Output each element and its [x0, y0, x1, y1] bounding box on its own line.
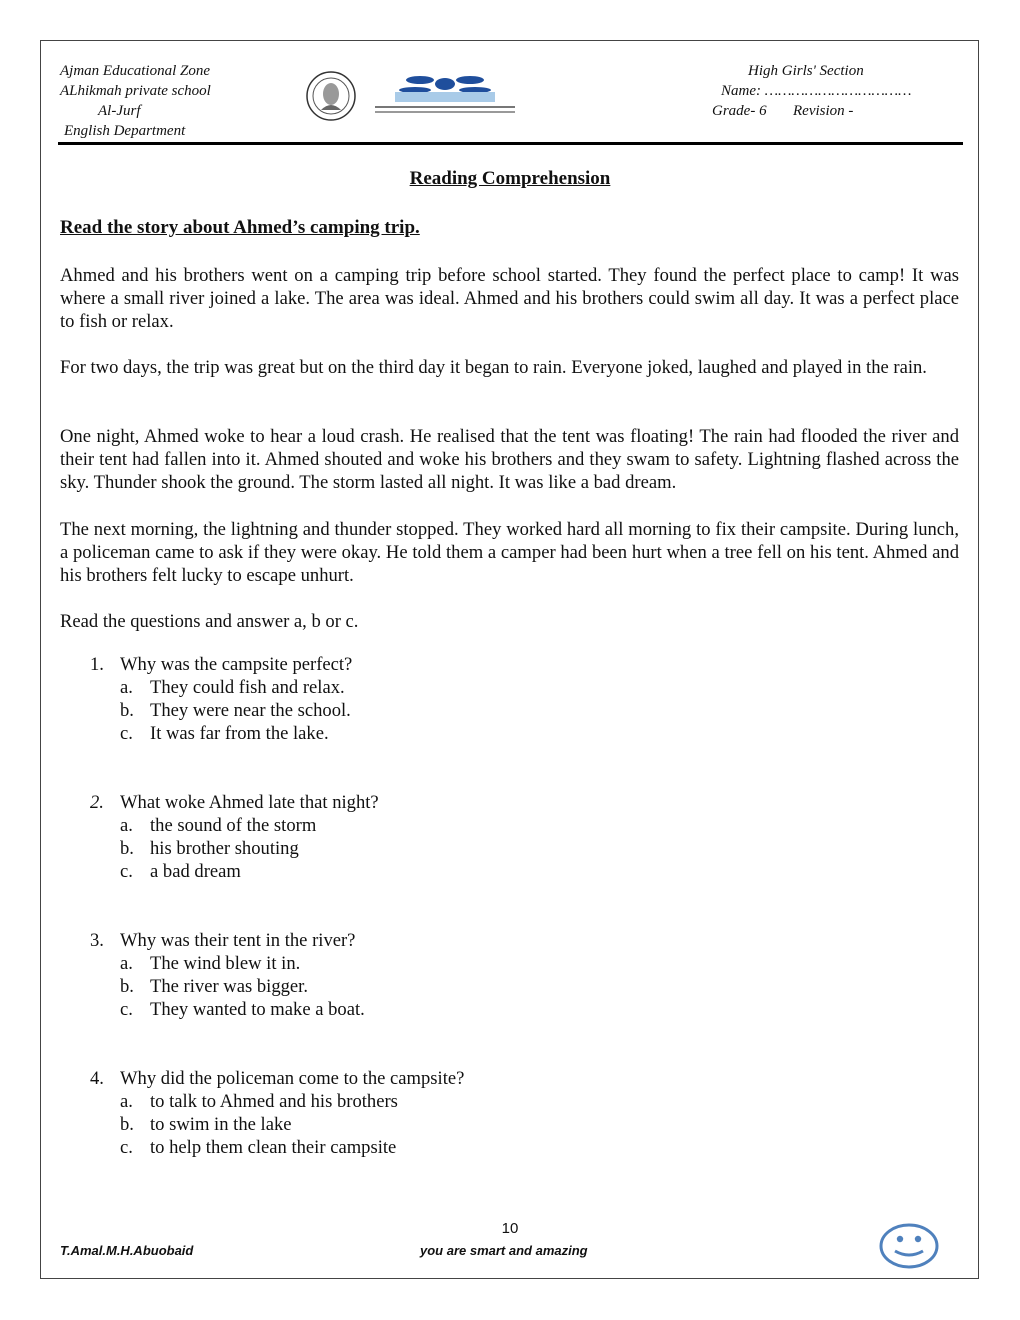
location: Al-Jurf: [98, 103, 141, 119]
school-logo: [370, 72, 520, 121]
option-text: to talk to Ahmed and his brothers: [150, 1091, 398, 1112]
question-text: Why was the campsite perfect?: [120, 654, 353, 675]
header-divider: [58, 142, 963, 145]
option-letter: b.: [120, 976, 134, 997]
question-4: [90, 1067, 464, 1159]
story-paragraph: The next morning, the lightning and thunder stopped. They worked hard all morning to fix their campsite. During lunch, a policeman came to ask if they were okay. He told them a camper had been hurt when a tree fell on his tent. Ahmed and his brothers felt lucky to escape unhurt.: [60, 519, 959, 586]
question-number: 3.: [90, 930, 104, 951]
option-c[interactable]: [90, 722, 352, 745]
option-b[interactable]: [90, 975, 365, 998]
question-text: Why did the policeman come to the campsite?: [120, 1068, 465, 1089]
question-3: [90, 929, 365, 1021]
page-number: 10: [501, 1220, 519, 1237]
question-text: Why was their tent in the river?: [120, 930, 356, 951]
footer-motto: you are smart and amazing: [420, 1243, 588, 1258]
section-label: High Girls' Section: [748, 63, 864, 79]
option-text: They could fish and relax.: [150, 677, 345, 698]
option-letter: a.: [120, 953, 133, 974]
option-a[interactable]: [90, 676, 352, 699]
question-text: What woke Ahmed late that night?: [120, 792, 379, 813]
option-a[interactable]: [90, 952, 365, 975]
option-a[interactable]: [90, 814, 379, 837]
story-heading: Read the story about Ahmed’s camping trip.: [60, 217, 420, 238]
question-number: 2.: [90, 792, 104, 813]
option-letter: a.: [120, 815, 133, 836]
option-text: The river was bigger.: [150, 976, 308, 997]
seal-logo: [305, 70, 357, 127]
instructions: Read the questions and answer a, b or c.: [60, 611, 359, 632]
story-paragraph: One night, Ahmed woke to hear a loud crash. He realised that the tent was floating! The rain had flooded the river and their tent had fallen into it. Ahmed shouted and woke his brothers and they swam to safety. Lightning flashed across the sky. Thunder shook the ground. The storm lasted all night. It was like a bad dream.: [60, 426, 959, 493]
option-b[interactable]: [90, 1113, 464, 1136]
option-c[interactable]: [90, 860, 379, 883]
option-letter: c.: [120, 999, 133, 1020]
question-number: 1.: [90, 654, 104, 675]
story-paragraph: Ahmed and his brothers went on a camping trip before school started. They found the perfect place to camp! It was where a small river joined a lake. The area was ideal. Ahmed and his brothers could swim all day. It was a perfect place to fish or relax.: [60, 265, 959, 332]
option-c[interactable]: [90, 998, 365, 1021]
option-text: The wind blew it in.: [150, 953, 301, 974]
zone-label: Ajman Educational Zone: [60, 63, 210, 79]
option-text: to swim in the lake: [150, 1114, 292, 1135]
option-b[interactable]: [90, 699, 352, 722]
option-text: They were near the school.: [150, 700, 351, 721]
option-letter: b.: [120, 1114, 134, 1135]
question-2: [90, 791, 379, 883]
teacher-name: T.Amal.M.H.Abuobaid: [60, 1243, 194, 1258]
school-info: [60, 61, 211, 141]
smiley-icon: [878, 1222, 940, 1275]
option-letter: b.: [120, 700, 134, 721]
name-field[interactable]: Name: ……………………………: [721, 83, 912, 99]
option-text: to help them clean their campsite: [150, 1137, 397, 1158]
option-letter: a.: [120, 1091, 133, 1112]
revision-label: Revision -: [793, 103, 854, 119]
option-letter: b.: [120, 838, 134, 859]
story-paragraph: For two days, the trip was great but on the third day it began to rain. Everyone joked, laughed and played in the rain.: [60, 357, 927, 378]
option-text: They wanted to make a boat.: [150, 999, 365, 1020]
question-number: 4.: [90, 1068, 104, 1089]
option-a[interactable]: [90, 1090, 464, 1113]
option-letter: a.: [120, 677, 133, 698]
option-letter: c.: [120, 1137, 133, 1158]
option-c[interactable]: [90, 1136, 464, 1159]
department: English Department: [64, 123, 186, 139]
option-letter: c.: [120, 723, 133, 744]
page-title: Reading Comprehension: [409, 168, 611, 189]
option-b[interactable]: [90, 837, 379, 860]
option-text: the sound of the storm: [150, 815, 317, 836]
option-text: It was far from the lake.: [150, 723, 329, 744]
option-text: a bad dream: [150, 861, 241, 882]
school-name: ALhikmah private school: [60, 83, 211, 99]
option-text: his brother shouting: [150, 838, 299, 859]
grade-label: Grade- 6: [712, 103, 767, 119]
question-1: [90, 653, 352, 745]
option-letter: c.: [120, 861, 133, 882]
